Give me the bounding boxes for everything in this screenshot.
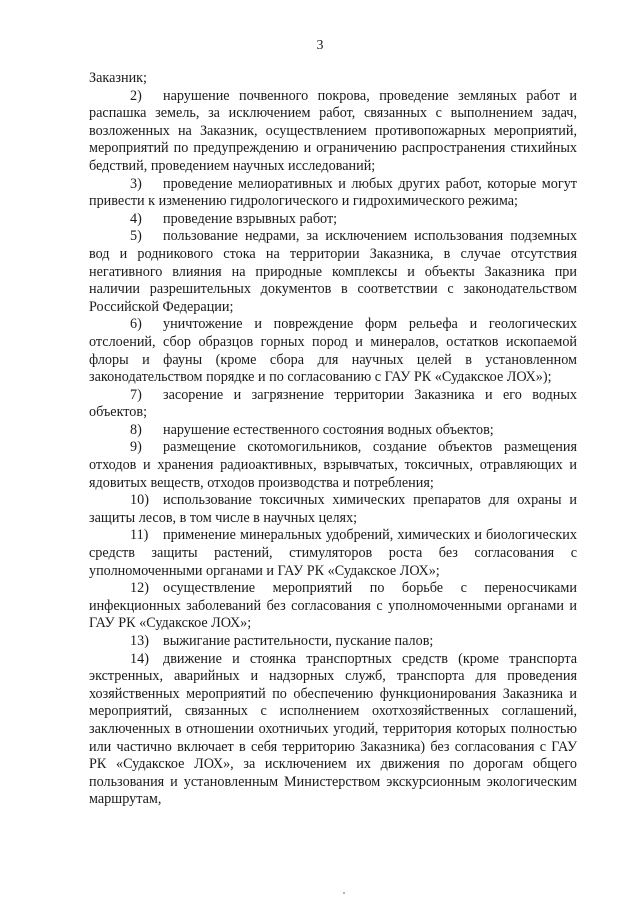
item-number: 3) xyxy=(130,175,142,192)
item-number: 2) xyxy=(130,87,142,104)
item-number: 6) xyxy=(130,316,142,333)
item-text: использование токсичных химических препаратов для охраны и защиты лесов, в том числе в научных целях; xyxy=(89,492,577,526)
list-item xyxy=(89,176,577,211)
item-text: уничтожение и повреждение форм рельефа и геологических отслоений, сбор образцов горных пород и минералов, остатков ископаемой флоры и фауны (кроме сбора для научных целей в установленном законодательством порядке и по согласованию с ГАУ РК «Судакское ЛОХ»); xyxy=(89,316,577,386)
list-item xyxy=(89,633,577,651)
item-text: нарушение естественного состояния водных объектов; xyxy=(163,421,494,438)
list-item xyxy=(89,651,577,809)
item-number: 13) xyxy=(130,633,149,649)
item-number: 7) xyxy=(130,386,142,403)
document-body xyxy=(89,70,577,809)
item-text: движение и стоянка транспортных средств (кроме транспорта экстренных, аварийных и надзорных служб, транспорта для проведения хозяйственных мероприятий по обеспечению функционирования Заказника и мероприятий, связанных с исполнением охотхозяйственных соглашений, заключенных в отношении охотничьих угодий, территория которых полностью или частично включает в себя территорию Заказника) без согласования с ГАУ РК «Судакское ЛОХ», за исключением их движения по дорогам общего пользования и установленным Министерством экскурсионным экологическим маршрутам, xyxy=(89,650,577,808)
scan-speck xyxy=(343,892,345,894)
item-text: нарушение почвенного покрова, проведение земляных работ и распашка земель, за исключением работ, связанных с выполнением задач, возложенных на Заказник, осуществлением противопожарных мероприятий, мероприятий по предупреждению и ограничению распространения стихийных бедствий, проведением научных исследований; xyxy=(89,87,577,174)
list-item xyxy=(89,580,577,633)
item-text: применение минеральных удобрений, химических и биологических средств защиты растений, стимуляторов роста без согласования с уполномоченными органами и ГАУ РК «Судакское ЛОХ»; xyxy=(89,527,577,579)
list-item xyxy=(89,387,577,422)
item-text: осуществление мероприятий по борьбе с переносчиками инфекционных заболеваний без согласования с уполномоченными органами и ГАУ РК «Судакское ЛОХ»; xyxy=(89,580,577,632)
item-text: выжигание растительности, пускание палов; xyxy=(163,633,434,649)
list-item xyxy=(89,211,577,229)
item-text: пользование недрами, за исключением использования подземных вод и родникового стока на территории Заказника, в случае отсутствия негативного влияния на природные комплексы и объекты Заказника при наличии разрешительных документов в соответствии с законодательством Российской Федерации; xyxy=(89,228,577,315)
list-item xyxy=(89,527,577,580)
list-item xyxy=(89,422,577,440)
item-number: 14) xyxy=(130,650,149,667)
list-item xyxy=(89,316,577,386)
item-number: 10) xyxy=(130,492,149,509)
item-number: 11) xyxy=(130,527,149,544)
list-item xyxy=(89,492,577,527)
list-item xyxy=(89,88,577,176)
item-number: 8) xyxy=(130,421,142,438)
item-text: проведение взрывных работ; xyxy=(163,210,338,227)
item-number: 9) xyxy=(130,439,142,456)
item-number: 5) xyxy=(130,228,142,245)
list-item xyxy=(89,439,577,492)
intro-line: Заказник; xyxy=(89,70,148,86)
item-number: 4) xyxy=(130,210,142,227)
item-text: размещение скотомогильников, создание объектов размещения отходов и хранения радиоактивных, взрывчатых, токсичных, отравляющих и ядовитых веществ, отходов производства и потребления; xyxy=(89,439,577,491)
list-item xyxy=(89,228,577,316)
page-number: 3 xyxy=(316,38,324,53)
item-text: проведение мелиоративных и любых других работ, которые могут привести к изменению гидрологического и гидрохимического режима; xyxy=(89,175,577,210)
item-text: засорение и загрязнение территории Заказника и его водных объектов; xyxy=(89,386,577,421)
item-number: 12) xyxy=(130,580,149,597)
